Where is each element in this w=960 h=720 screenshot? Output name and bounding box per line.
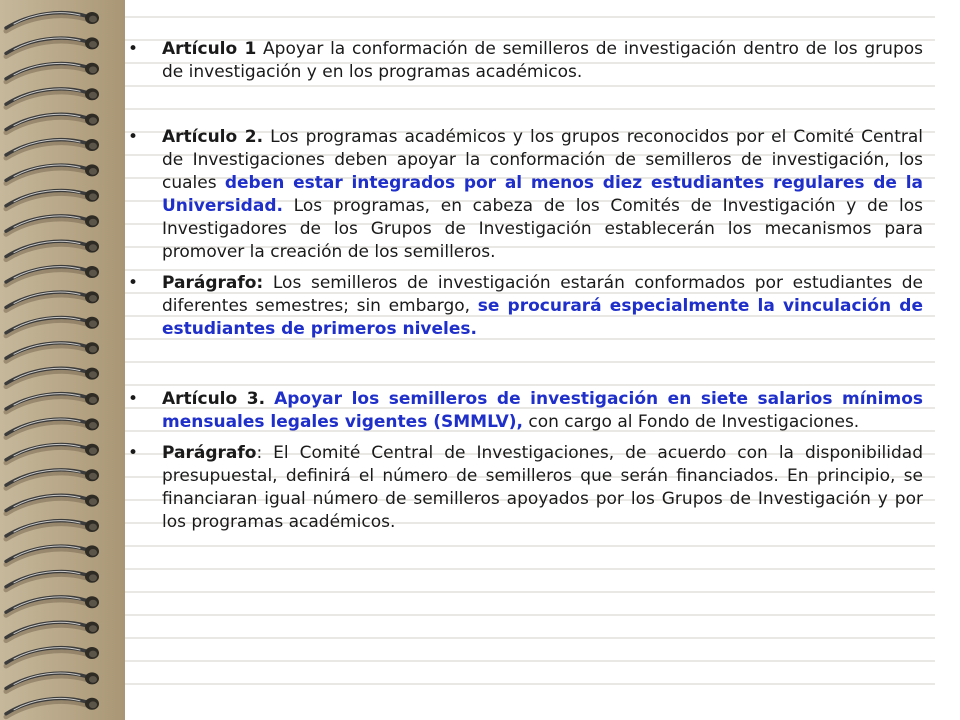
spiral-coil (6, 88, 99, 107)
highlighted-text: deben estar integrados por al menos diez estudiantes regulares de la Universidad. (162, 173, 923, 216)
highlighted-text: se procurará especialmente la vinculación de estudiantes de primeros niveles. (162, 296, 923, 339)
spiral-coil (6, 215, 99, 234)
spiral-coil (6, 63, 99, 82)
paragraph-label: Artículo 1 (162, 39, 257, 59)
bullet-marker: • (128, 127, 139, 147)
spiral-coil (6, 241, 99, 260)
document-paragraph (128, 442, 923, 534)
paragraph-label: Parágrafo: (162, 273, 264, 293)
document-body (128, 30, 923, 534)
spiral-coil (6, 469, 99, 488)
paragraph-text: Los semilleros de investigación estarán conformados por estudiantes de diferentes semestres; sin embargo, (162, 273, 923, 316)
spiral-coil (6, 393, 99, 412)
spiral-coil (6, 291, 99, 310)
document-paragraph (128, 38, 923, 84)
spiral-coil (6, 317, 99, 336)
spiral-binding-strip (0, 0, 125, 720)
bullet-marker: • (128, 273, 139, 293)
document-paragraph (128, 272, 923, 341)
spiral-coil (6, 37, 99, 56)
spiral-coil (6, 647, 99, 666)
spiral-coil (6, 698, 99, 717)
bullet-marker: • (128, 443, 139, 463)
spiral-coil (6, 545, 99, 564)
spiral-coil (6, 12, 99, 31)
paragraph-text: con cargo al Fondo de Investigaciones. (522, 412, 860, 432)
spiral-coil (6, 672, 99, 691)
paragraph-label: Parágrafo (162, 443, 257, 463)
spiral-coil (6, 418, 99, 437)
spiral-coil (6, 114, 99, 133)
paragraph-text (265, 389, 274, 409)
spiral-coil (6, 571, 99, 590)
paragraph-text: Los programas, en cabeza de los Comités de Investigación y de los Investigadores de los Grupos de Investigación establecerán los mecanismos para promover la creación de los semilleros. (162, 196, 923, 262)
spiral-coil (6, 266, 99, 285)
spiral-coil (6, 495, 99, 514)
paragraph-text: Los programas académicos y los grupos reconocidos por el Comité Central de Investigaciones deben apoyar la conformación de semilleros de investigación, los cuales (162, 127, 923, 193)
document-paragraph (128, 388, 923, 434)
paragraph-label: Artículo 3. (162, 389, 266, 409)
paragraph-label: Artículo 2. (162, 127, 264, 147)
spiral-coils (0, 0, 125, 720)
highlighted-text: Apoyar los semilleros de investigación en siete salarios mínimos mensuales legales vigentes (SMMLV), (162, 389, 923, 432)
bullet-marker: • (128, 389, 139, 409)
document-paragraph (128, 126, 923, 264)
spiral-coil (6, 190, 99, 209)
spiral-coil (6, 444, 99, 463)
spiral-coil (6, 139, 99, 158)
spiral-coil (6, 520, 99, 539)
spiral-coil (6, 622, 99, 641)
spiral-coil (6, 164, 99, 183)
spiral-coil (6, 596, 99, 615)
paragraph-text: : El Comité Central de Investigaciones, de acuerdo con la disponibilidad presupuestal, definirá el número de semilleros que serán financiados. En principio, se financiaran igual número de semilleros apoyados por los Grupos de Investigación y por los programas académicos. (162, 443, 923, 532)
spiral-coil (6, 342, 99, 361)
paragraph-text: Apoyar la conformación de semilleros de investigación dentro de los grupos de investigación y en los programas académicos. (162, 39, 923, 82)
bullet-marker: • (128, 39, 139, 59)
spiral-coil (6, 368, 99, 387)
